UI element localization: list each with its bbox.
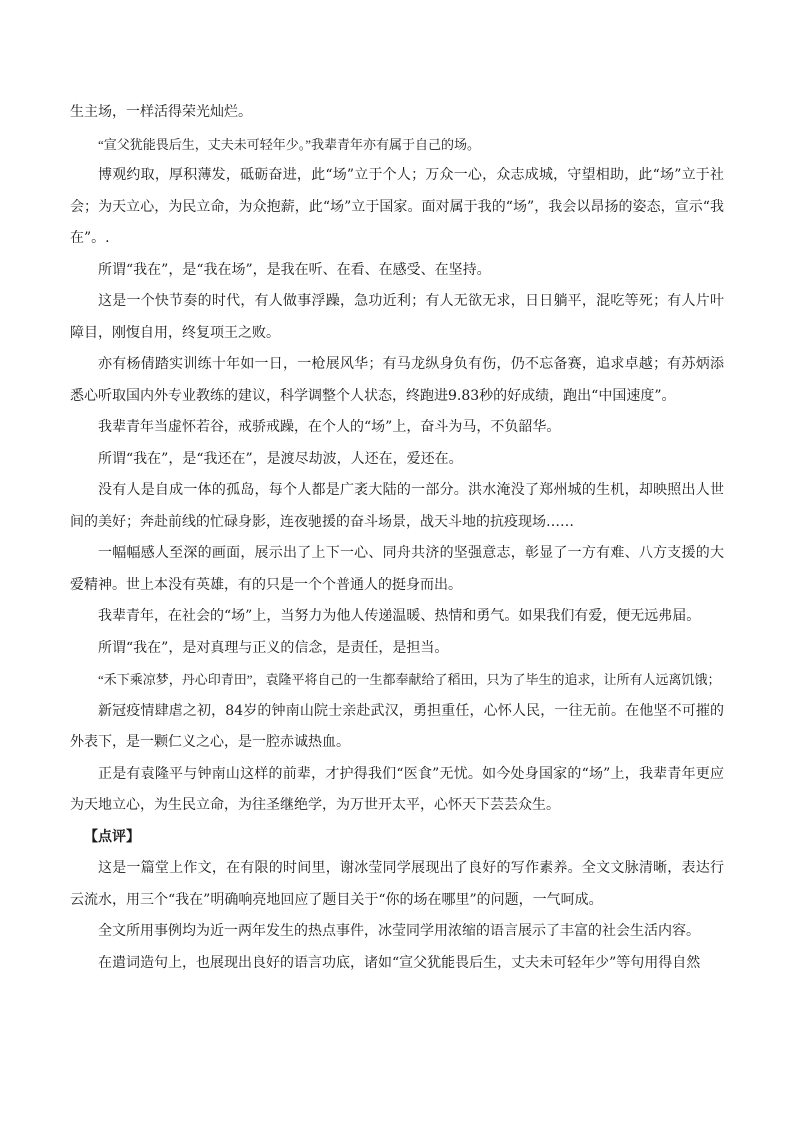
paragraph: 我辈青年，在社会的“场”上，当努力为他人传递温暖、热情和勇气。如果我们有爱，便无远弗届。: [98, 608, 701, 624]
document-body: [70, 97, 724, 979]
paragraph: 所谓“我在”，是“我在场”，是我在听、在看、在感受、在坚持。: [98, 261, 491, 278]
paragraph: 这是一篇堂上作文，在有限的时间里，谢冰莹同学展现出了良好的写作素养。全文文脉清晰，表达行云流水，用三个“我在”明确响亮地回应了题目关于“你的场在哪里”的问题，一气呵成。: [70, 860, 724, 908]
paragraph-quote: “禾下乘凉梦，丹心印青田”，袁隆平将自己的一生都奉献给了稻田，只为了毕生的追求，让所有人远离饥饿；: [98, 672, 721, 687]
paragraph: 这是一个快节奏的时代，有人做事浮躁，急功近利；有人无欲无求，日日躺平，混吃等死；有人片叶障目，刚愎自用，终复项王之败。: [70, 293, 724, 341]
paragraph: 所谓“我在”，是“我还在”，是渡尽劫波，人还在，爱还在。: [98, 450, 463, 467]
paragraph: 生主场，一样活得荣光灿烂。: [70, 104, 252, 120]
paragraph: 博观约取，厚积薄发，砥砺奋进，此“场”立于个人；万众一心，众志成城，守望相助，此“场”立于社会；为天立心，为民立命，为众抱薪，此“场”立于国家。面对属于我的“场”，我会以昂扬的姿态，宣示“我在”。.: [70, 167, 724, 246]
paragraph: 正是有袁隆平与钟南山这样的前辈，才护得我们“医食”无忧。如今处身国家的“场”上，我辈青年更应为天地立心，为生民立命，为往圣继绝学，为万世开太平，心怀天下芸芸众生。: [70, 765, 724, 813]
paragraph: 一幅幅感人至深的画面，展示出了上下一心、同舟共济的坚强意志，彰显了一方有难、八方支援的大爱精神。世上本没有英雄，有的只是一个个普通人的挺身而出。: [70, 545, 724, 593]
paragraph: 在遣词造句上，也展现出良好的语言功底，诸如“宣父犹能畏后生，丈夫未可轻年少”等句用得自然: [98, 954, 701, 971]
paragraph: 亦有杨倩踏实训练十年如一日，一枪展风华；有马龙纵身负有伤，仍不忘备赛，追求卓越；有苏炳添悉心听取国内外专业教练的建议，科学调整个人状态，终跑进9.83秒的好成绩，跑出“中国速度”。: [70, 356, 724, 404]
section-heading: 【点评】: [84, 828, 140, 845]
paragraph: 新冠疫情肆虐之初，84岁的钟南山院士亲赴武汉，勇担重任，心怀人民，一往无前。在他坚不可摧的外表下，是一颗仁义之心，是一腔赤诚热血。: [70, 702, 724, 750]
paragraph-quote: “宣父犹能畏后生，丈夫未可轻年少。”我辈青年亦有属于自己的场。: [98, 136, 481, 152]
paragraph: 我辈青年当虚怀若谷，戒骄戒躁，在个人的“场”上，奋斗为马，不负韶华。: [98, 419, 561, 435]
paragraph: 全文所用事例均为近一两年发生的热点事件，冰莹同学用浓缩的语言展示了丰富的社会生活内容。: [98, 923, 700, 939]
paragraph: 所谓“我在”，是对真理与正义的信念，是责任，是担当。: [98, 639, 449, 656]
paragraph: 没有人是自成一体的孤岛，每个人都是广袤大陆的一部分。洪水淹没了郑州城的生机，却映照出人世间的美好；奔赴前线的忙碌身影，连夜驰援的奋斗场景，战天斗地的抗疫现场……: [70, 482, 724, 530]
